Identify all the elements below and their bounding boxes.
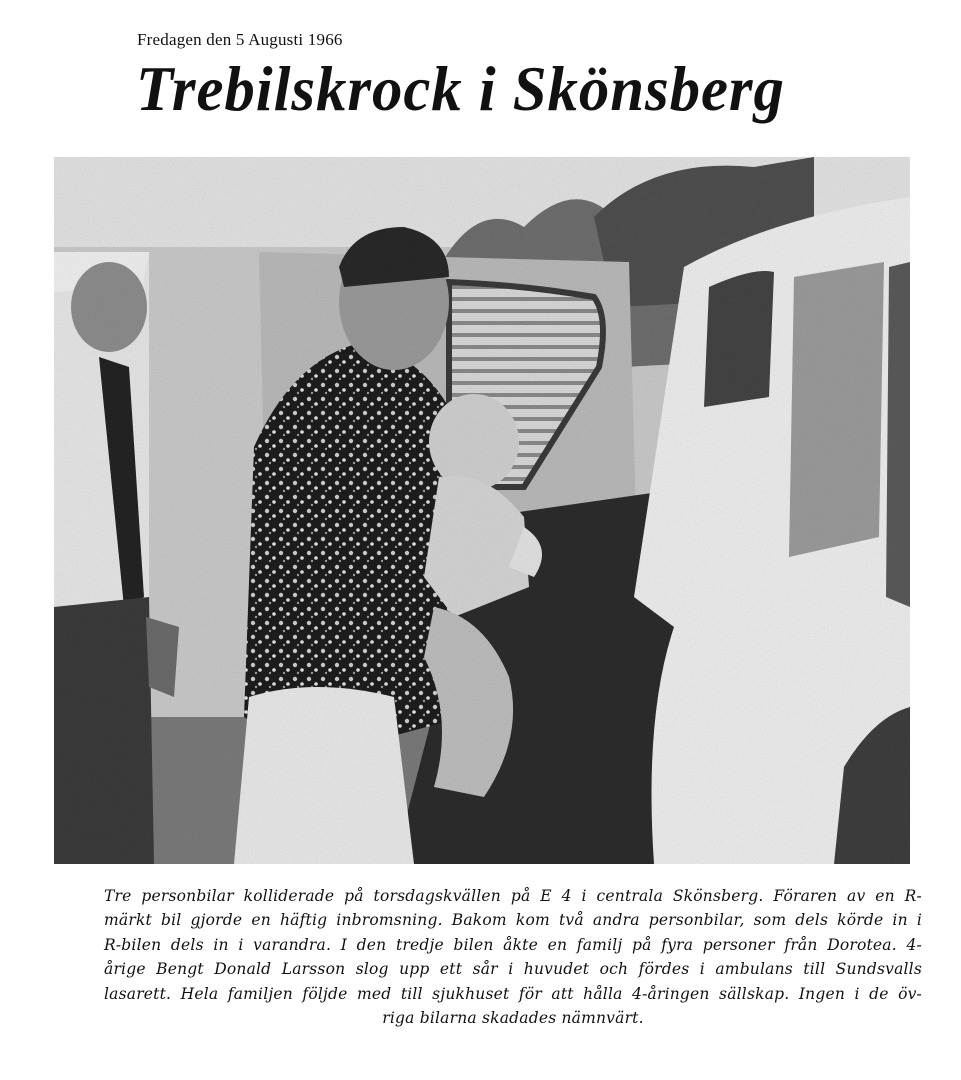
photo-caption (104, 884, 922, 1030)
caption-line: årige Bengt Donald Larsson slog upp ett sår i huvudet och fördes i ambulans till Sundsvalls (104, 960, 922, 979)
caption-line: riga bilarna skadades nämnvärt. (382, 1009, 644, 1028)
photo-illustration (54, 157, 910, 864)
headline: Trebilskrock i Skönsberg (136, 53, 785, 124)
caption-line: lasarett. Hela familjen följde med till sjukhuset för att hålla 4-åringen sällskap. Ingen i de öv- (104, 984, 922, 1003)
caption-line: Tre personbilar kolliderade på torsdagskvällen på E 4 i centrala Skönsberg. Föraren av en R- (104, 887, 922, 905)
caption-line: R-bilen dels in i varandra. I den tredje bilen åkte en familj på fyra personer från Dorotea. 4- (104, 935, 922, 954)
dateline: Fredagen den 5 Augusti 1966 (137, 30, 343, 49)
caption-line: märkt bil gjorde en häftig inbromsning. Bakom kom två andra personbilar, som dels körde in i (104, 911, 922, 930)
news-photo (54, 157, 910, 864)
